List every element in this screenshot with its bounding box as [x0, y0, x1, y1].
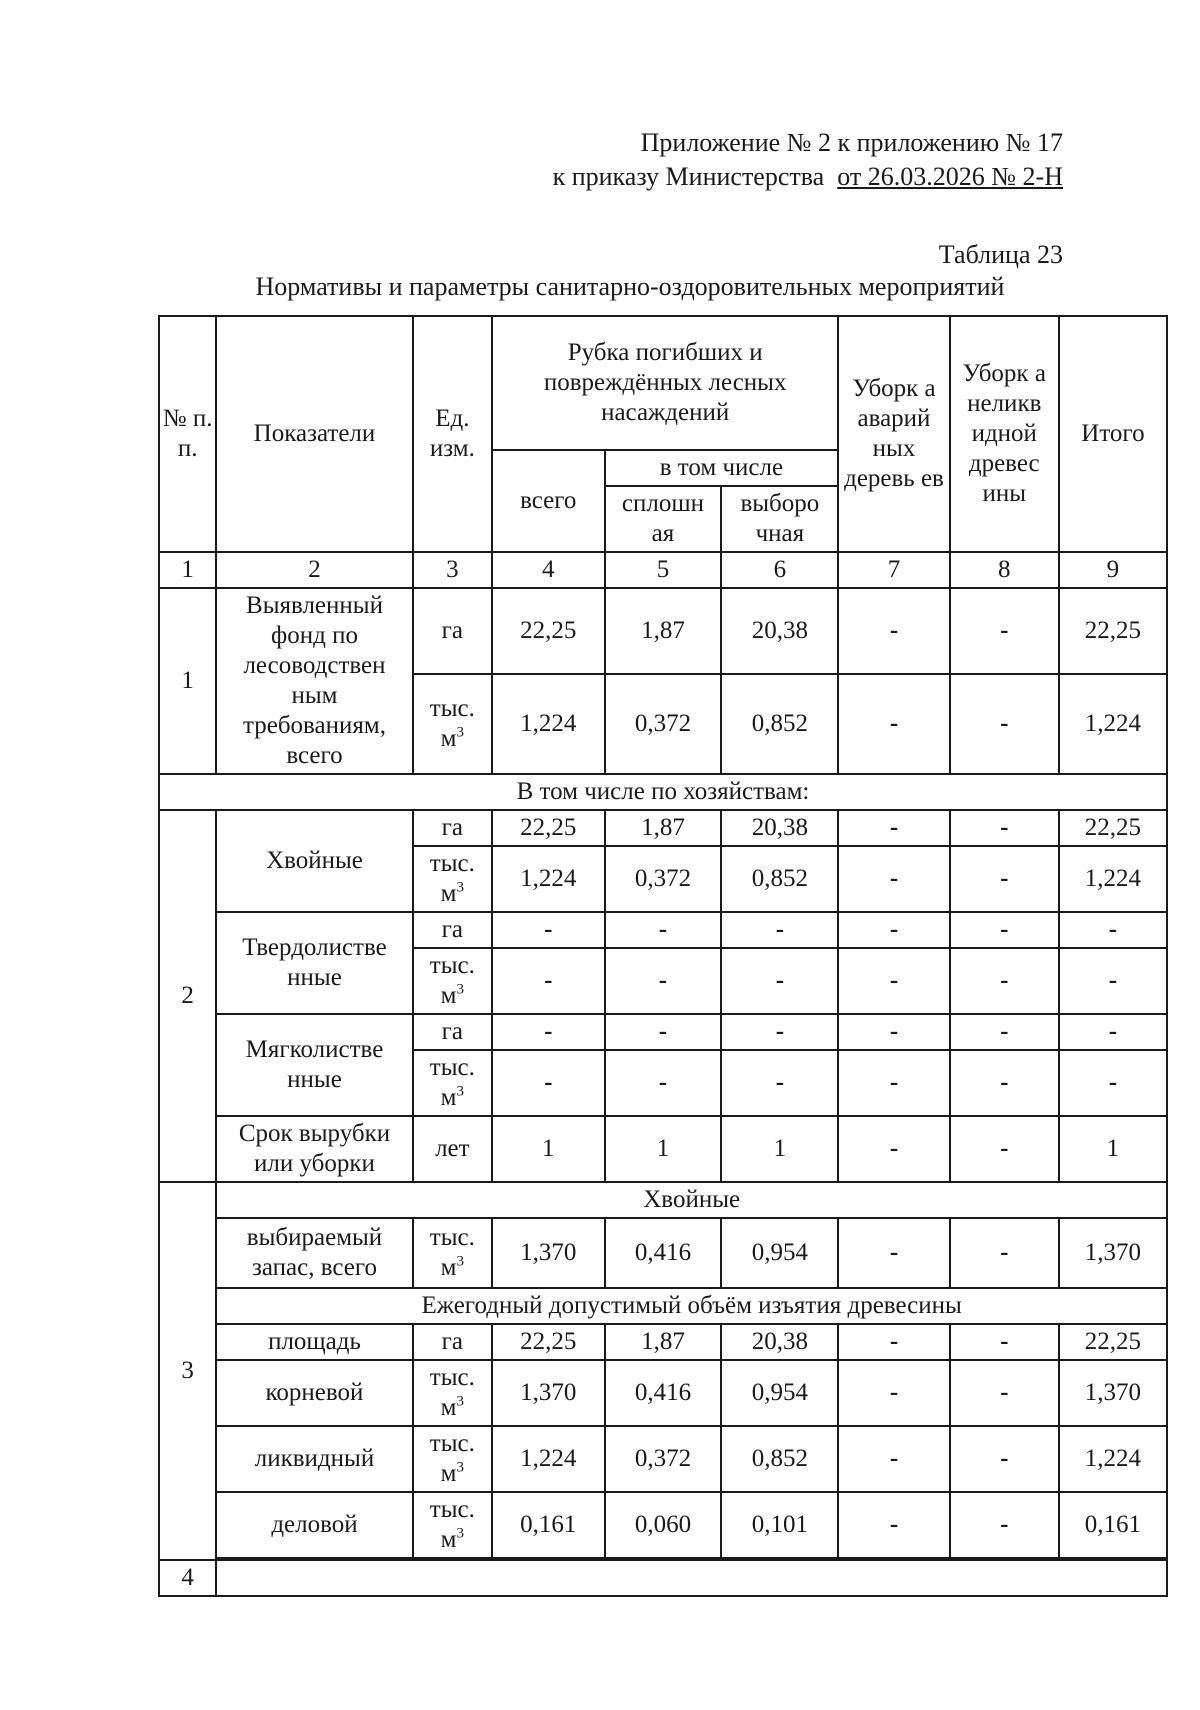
table-row: [159, 1116, 1167, 1182]
value-cell: 1,370: [1059, 1360, 1167, 1426]
col-index: 6: [721, 552, 838, 588]
unit-text: тыс. м: [429, 850, 475, 907]
value-cell: 0,852: [721, 674, 838, 774]
value-cell: 0,852: [721, 846, 838, 912]
row-label: Мягколистве нные: [216, 1014, 412, 1116]
unit-text: тыс. м: [429, 1430, 475, 1487]
value-cell: 1: [492, 1116, 604, 1182]
row-label: площадь: [216, 1324, 412, 1360]
unit-cell: [413, 674, 492, 774]
col-emergency-header: Уборк а аварий ных деревь ев: [838, 316, 949, 552]
norms-table: [158, 315, 1168, 1597]
col-num-header: № п. п.: [159, 316, 216, 552]
value-cell: 0,416: [605, 1218, 722, 1288]
col-selective-header: выборо чная: [721, 486, 838, 552]
value-cell: -: [605, 1014, 722, 1050]
value-cell: -: [1059, 948, 1167, 1014]
row-label: ликвидный: [216, 1426, 412, 1492]
table-row: [159, 1360, 1167, 1426]
value-cell: 0,161: [492, 1492, 604, 1558]
value-cell: -: [950, 1218, 1059, 1288]
value-cell: -: [1059, 1050, 1167, 1116]
value-cell: 1,370: [1059, 1218, 1167, 1288]
row-label: корневой: [216, 1360, 412, 1426]
col-total-header: Итого: [1059, 316, 1167, 552]
value-cell: -: [838, 948, 949, 1014]
appendix-line: Приложение № 2 к приложению № 17: [640, 128, 1063, 157]
value-cell: -: [950, 1050, 1059, 1116]
value-cell: -: [950, 1360, 1059, 1426]
unit-text: тыс. м: [429, 1364, 475, 1421]
row-number: 1: [159, 588, 216, 774]
col-total-all-header: всего: [492, 450, 604, 552]
col-index: 4: [492, 552, 604, 588]
row-label: Выявленный фонд по лесоводствен ным требованиям, всего: [216, 588, 412, 774]
col-index: 8: [950, 552, 1059, 588]
row-number: 4: [159, 1560, 216, 1596]
value-cell: -: [605, 1050, 722, 1116]
value-cell: -: [721, 1050, 838, 1116]
unit-text: тыс. м: [429, 1054, 475, 1111]
unit-sup: 3: [456, 981, 464, 998]
row-label: деловой: [216, 1492, 412, 1558]
table-row: [159, 588, 1167, 674]
value-cell: -: [1059, 1014, 1167, 1050]
table-row: [159, 912, 1167, 948]
table-row: [159, 1218, 1167, 1288]
value-cell: -: [492, 912, 604, 948]
index-row: [159, 552, 1167, 588]
value-cell: 1: [721, 1116, 838, 1182]
value-cell: -: [838, 1050, 949, 1116]
value-cell: 1,370: [492, 1218, 604, 1288]
value-cell: -: [1059, 912, 1167, 948]
unit-cell: га: [413, 912, 492, 948]
section-header: В том числе по хозяйствам:: [159, 774, 1167, 810]
unit-text: тыс. м: [429, 1496, 475, 1553]
value-cell: -: [838, 810, 949, 846]
value-cell: -: [950, 1492, 1059, 1558]
value-cell: 1,224: [1059, 846, 1167, 912]
unit-cell: [413, 948, 492, 1014]
value-cell: 1,224: [492, 846, 604, 912]
table-row: [159, 810, 1167, 846]
value-cell: -: [838, 588, 949, 674]
empty-cell: [216, 1560, 1167, 1596]
unit-text: тыс. м: [429, 1224, 475, 1281]
value-cell: 22,25: [1059, 1324, 1167, 1360]
unit-sup: 3: [456, 1253, 464, 1270]
col-index: 5: [605, 552, 722, 588]
unit-sup: 3: [456, 1525, 464, 1542]
row-number: 3: [159, 1182, 216, 1560]
unit-cell: [413, 1360, 492, 1426]
unit-cell: [413, 1426, 492, 1492]
value-cell: 0,372: [605, 1426, 722, 1492]
unit-cell: га: [413, 588, 492, 674]
value-cell: -: [838, 1324, 949, 1360]
col-indicator-header: Показатели: [216, 316, 412, 552]
value-cell: 20,38: [721, 588, 838, 674]
section-header: Хвойные: [216, 1182, 1167, 1218]
value-cell: -: [950, 912, 1059, 948]
col-index: 3: [413, 552, 492, 588]
section-row: [159, 1182, 1167, 1218]
row-number: 2: [159, 810, 216, 1182]
value-cell: -: [950, 1014, 1059, 1050]
unit-sup: 3: [456, 724, 464, 741]
col-index: 1: [159, 552, 216, 588]
table-row: [159, 1324, 1167, 1360]
value-cell: 0,372: [605, 846, 722, 912]
value-cell: 22,25: [1059, 810, 1167, 846]
col-unit-header: Ед. изм.: [413, 316, 492, 552]
unit-cell: [413, 1050, 492, 1116]
order-line: [553, 160, 1063, 194]
value-cell: 22,25: [492, 1324, 604, 1360]
value-cell: -: [838, 1014, 949, 1050]
table-row: [159, 1492, 1167, 1558]
col-index: 2: [216, 552, 412, 588]
value-cell: -: [838, 1218, 949, 1288]
value-cell: 22,25: [1059, 588, 1167, 674]
value-cell: 22,25: [492, 588, 604, 674]
value-cell: 20,38: [721, 810, 838, 846]
col-felling-header: Рубка погибших и повреждённых лесных насаждений: [492, 316, 838, 450]
unit-sup: 3: [456, 1459, 464, 1476]
value-cell: -: [950, 674, 1059, 774]
unit-sup: 3: [456, 1083, 464, 1100]
value-cell: -: [721, 912, 838, 948]
value-cell: 1,224: [492, 674, 604, 774]
value-cell: 0,161: [1059, 1492, 1167, 1558]
unit-cell: га: [413, 1014, 492, 1050]
section-row: [159, 1288, 1167, 1324]
value-cell: 0,060: [605, 1492, 722, 1558]
value-cell: -: [950, 948, 1059, 1014]
unit-text: тыс. м: [429, 695, 475, 752]
value-cell: -: [721, 1014, 838, 1050]
unit-cell: [413, 846, 492, 912]
table-title: Нормативы и параметры санитарно-оздоровительных мероприятий: [255, 272, 1005, 301]
table-row: [159, 1426, 1167, 1492]
value-cell: -: [492, 1050, 604, 1116]
value-cell: 0,852: [721, 1426, 838, 1492]
col-incl-header: в том числе: [605, 450, 839, 486]
table-row: [159, 1014, 1167, 1050]
value-cell: -: [838, 1426, 949, 1492]
value-cell: -: [838, 846, 949, 912]
section-header: Ежегодный допустимый объём изъятия древесины: [216, 1288, 1167, 1324]
value-cell: 1,87: [605, 1324, 722, 1360]
order-date: от 26.03.2026 № 2-Н: [837, 162, 1063, 191]
row-label: Срок вырубки или уборки: [216, 1116, 412, 1182]
value-cell: -: [605, 912, 722, 948]
value-cell: 1,224: [1059, 674, 1167, 774]
unit-cell: [413, 1218, 492, 1288]
value-cell: 0,954: [721, 1360, 838, 1426]
row-label: выбираемый запас, всего: [216, 1218, 412, 1288]
value-cell: -: [950, 1426, 1059, 1492]
value-cell: -: [950, 1324, 1059, 1360]
value-cell: 1,370: [492, 1360, 604, 1426]
table-row: [159, 1560, 1167, 1596]
unit-sup: 3: [456, 879, 464, 896]
row-label: Твердолистве нные: [216, 912, 412, 1014]
col-index: 9: [1059, 552, 1167, 588]
value-cell: -: [950, 810, 1059, 846]
value-cell: 1: [1059, 1116, 1167, 1182]
value-cell: 1,224: [1059, 1426, 1167, 1492]
value-cell: -: [950, 1116, 1059, 1182]
value-cell: 0,416: [605, 1360, 722, 1426]
unit-sup: 3: [456, 1393, 464, 1410]
value-cell: 1,87: [605, 810, 722, 846]
value-cell: -: [838, 674, 949, 774]
value-cell: -: [838, 1492, 949, 1558]
unit-cell: [413, 1492, 492, 1558]
value-cell: -: [605, 948, 722, 1014]
header-row: [159, 316, 1167, 450]
col-index: 7: [838, 552, 949, 588]
order-prefix: к приказу Министерства: [552, 162, 825, 191]
value-cell: -: [492, 948, 604, 1014]
unit-cell: га: [413, 1324, 492, 1360]
col-illiquid-header: Уборк а неликв идной древес ины: [950, 316, 1059, 552]
value-cell: -: [838, 1360, 949, 1426]
value-cell: 0,101: [721, 1492, 838, 1558]
value-cell: -: [950, 846, 1059, 912]
value-cell: -: [950, 588, 1059, 674]
unit-cell: га: [413, 810, 492, 846]
unit-cell: лет: [413, 1116, 492, 1182]
value-cell: -: [838, 1116, 949, 1182]
value-cell: 22,25: [492, 810, 604, 846]
table-number: Таблица 23: [938, 240, 1063, 269]
value-cell: 20,38: [721, 1324, 838, 1360]
value-cell: -: [721, 948, 838, 1014]
col-clear-header: сплошн ая: [605, 486, 722, 552]
value-cell: 1: [605, 1116, 722, 1182]
unit-text: тыс. м: [429, 952, 475, 1009]
value-cell: -: [492, 1014, 604, 1050]
value-cell: 0,954: [721, 1218, 838, 1288]
value-cell: 0,372: [605, 674, 722, 774]
row-label: Хвойные: [216, 810, 412, 912]
value-cell: 1,87: [605, 588, 722, 674]
section-row: [159, 774, 1167, 810]
value-cell: -: [838, 912, 949, 948]
value-cell: 1,224: [492, 1426, 604, 1492]
